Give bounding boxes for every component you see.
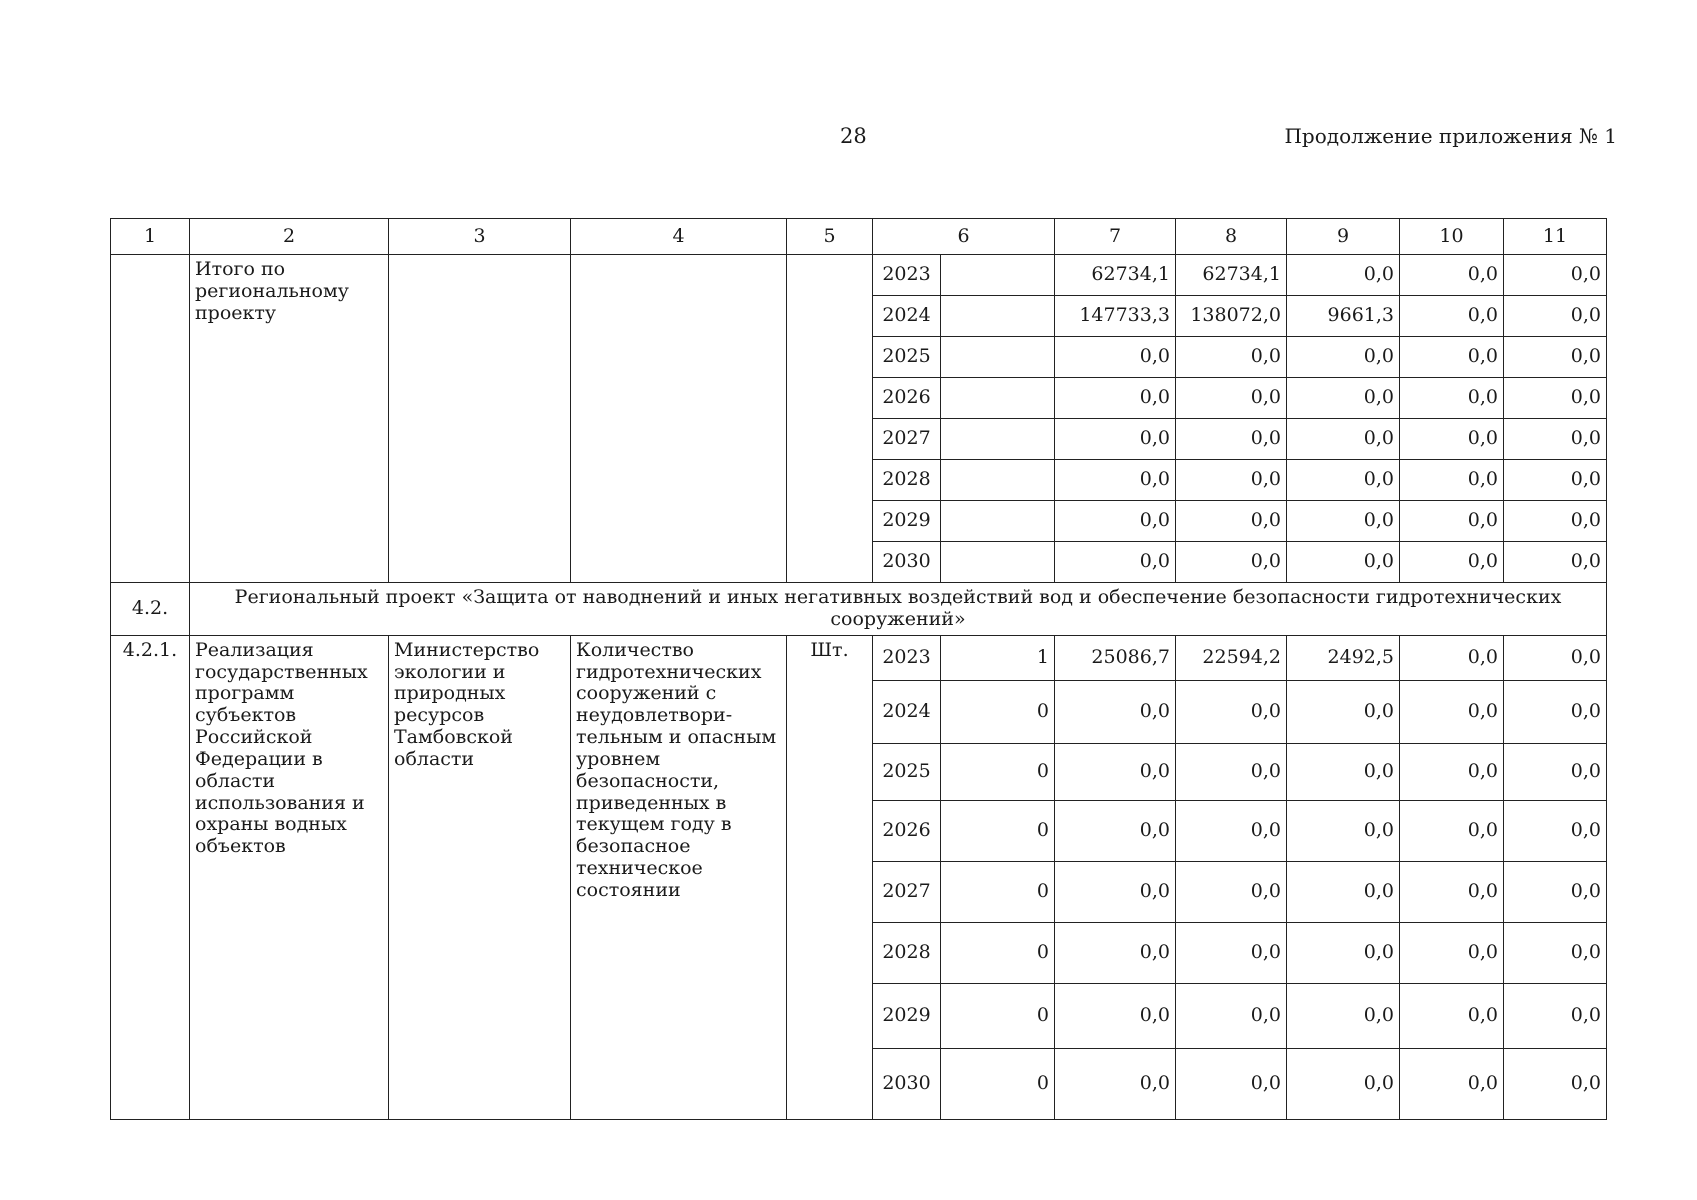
- column-number: 11: [1504, 219, 1607, 255]
- section-number: 4.2.: [111, 583, 190, 636]
- value-cell-c8: 0,0: [1176, 680, 1287, 743]
- year-cell: 2023: [873, 255, 941, 296]
- value-cell-c7: 0,0: [1055, 800, 1176, 861]
- indicator-value-cell: [941, 419, 1055, 460]
- value-cell-c7: 0,0: [1055, 743, 1176, 800]
- value-cell-c11: 0,0: [1504, 296, 1607, 337]
- value-cell-c9: 0,0: [1287, 1048, 1400, 1119]
- value-cell-c9: 0,0: [1287, 922, 1400, 983]
- value-cell-c7: 0,0: [1055, 419, 1176, 460]
- total-unit-cell: [787, 255, 873, 583]
- value-cell-c9: 0,0: [1287, 255, 1400, 296]
- year-cell: 2024: [873, 296, 941, 337]
- value-cell-c9: 9661,3: [1287, 296, 1400, 337]
- value-cell-c8: 0,0: [1176, 861, 1287, 922]
- section-title: Региональный проект «Защита от наводнений и иных негативных воздействий вод и обеспечение безопасности гидротехнических сооружений»: [190, 583, 1607, 636]
- value-cell-c11: 0,0: [1504, 983, 1607, 1048]
- indicator-value-cell: [941, 255, 1055, 296]
- value-cell-c11: 0,0: [1504, 743, 1607, 800]
- value-cell-c10: 0,0: [1400, 460, 1504, 501]
- value-cell-c11: 0,0: [1504, 800, 1607, 861]
- value-cell-c11: 0,0: [1504, 419, 1607, 460]
- value-cell-c11: 0,0: [1504, 337, 1607, 378]
- year-cell: 2025: [873, 743, 941, 800]
- year-cell: 2030: [873, 1048, 941, 1119]
- value-cell-c7: 0,0: [1055, 922, 1176, 983]
- value-cell-c8: 0,0: [1176, 501, 1287, 542]
- column-number-row: [111, 219, 1607, 255]
- value-cell-c7: 0,0: [1055, 680, 1176, 743]
- value-cell-c7: 62734,1: [1055, 255, 1176, 296]
- item-indicator: Количество гидротехнических сооружений с неудовлетвори-тельным и опасным уровнем безопасности, приведенных в текущем году в безопасное техническое состоянии: [571, 635, 787, 1119]
- value-cell-c10: 0,0: [1400, 800, 1504, 861]
- value-cell-c8: 22594,2: [1176, 635, 1287, 680]
- value-cell-c9: 0,0: [1287, 501, 1400, 542]
- value-cell-c8: 0,0: [1176, 800, 1287, 861]
- value-cell-c9: 0,0: [1287, 337, 1400, 378]
- year-cell: 2023: [873, 635, 941, 680]
- value-cell-c8: 0,0: [1176, 337, 1287, 378]
- value-cell-c11: 0,0: [1504, 635, 1607, 680]
- value-cell-c9: 0,0: [1287, 378, 1400, 419]
- value-cell-c7: 25086,7: [1055, 635, 1176, 680]
- value-cell-c9: 0,0: [1287, 680, 1400, 743]
- value-cell-c9: 0,0: [1287, 419, 1400, 460]
- item-unit: Шт.: [787, 635, 873, 1119]
- year-cell: 2028: [873, 922, 941, 983]
- item-executor: Министерство экологии и природных ресурсов Тамбовской области: [389, 635, 571, 1119]
- value-cell-c8: 0,0: [1176, 983, 1287, 1048]
- total-number-cell: [111, 255, 190, 583]
- value-cell-c8: 0,0: [1176, 1048, 1287, 1119]
- column-number: 9: [1287, 219, 1400, 255]
- value-cell-c7: 0,0: [1055, 378, 1176, 419]
- value-cell-c10: 0,0: [1400, 419, 1504, 460]
- value-cell-c6: 0: [941, 861, 1055, 922]
- indicator-value-cell: [941, 296, 1055, 337]
- item-name: Реализация государственных программ субъектов Российской Федерации в области использования и охраны водных объектов: [190, 635, 389, 1119]
- value-cell-c11: 0,0: [1504, 861, 1607, 922]
- value-cell-c10: 0,0: [1400, 501, 1504, 542]
- indicator-value-cell: [941, 501, 1055, 542]
- value-cell-c11: 0,0: [1504, 680, 1607, 743]
- value-cell-c6: 0: [941, 680, 1055, 743]
- value-cell-c11: 0,0: [1504, 1048, 1607, 1119]
- column-number: 10: [1400, 219, 1504, 255]
- year-cell: 2026: [873, 378, 941, 419]
- value-cell-c10: 0,0: [1400, 922, 1504, 983]
- value-cell-c8: 0,0: [1176, 743, 1287, 800]
- value-cell-c7: 0,0: [1055, 542, 1176, 583]
- value-cell-c8: 0,0: [1176, 378, 1287, 419]
- section-row: [111, 583, 1607, 636]
- value-cell-c11: 0,0: [1504, 378, 1607, 419]
- total-indicator-cell: [571, 255, 787, 583]
- total-row: [111, 255, 1607, 296]
- value-cell-c11: 0,0: [1504, 460, 1607, 501]
- year-cell: 2029: [873, 501, 941, 542]
- value-cell-c11: 0,0: [1504, 255, 1607, 296]
- column-number: 5: [787, 219, 873, 255]
- appendix-continuation-note: Продолжение приложения № 1: [1284, 124, 1617, 148]
- indicator-value-cell: [941, 378, 1055, 419]
- column-number: 8: [1176, 219, 1287, 255]
- value-cell-c6: 0: [941, 1048, 1055, 1119]
- column-number: 6: [873, 219, 1055, 255]
- value-cell-c10: 0,0: [1400, 635, 1504, 680]
- value-cell-c10: 0,0: [1400, 296, 1504, 337]
- value-cell-c7: 147733,3: [1055, 296, 1176, 337]
- year-cell: 2026: [873, 800, 941, 861]
- value-cell-c11: 0,0: [1504, 501, 1607, 542]
- year-cell: 2030: [873, 542, 941, 583]
- value-cell-c10: 0,0: [1400, 743, 1504, 800]
- value-cell-c7: 0,0: [1055, 983, 1176, 1048]
- value-cell-c9: 0,0: [1287, 460, 1400, 501]
- page-number: 28: [840, 124, 867, 148]
- year-cell: 2029: [873, 983, 941, 1048]
- year-cell: 2028: [873, 460, 941, 501]
- column-number: 7: [1055, 219, 1176, 255]
- value-cell-c7: 0,0: [1055, 861, 1176, 922]
- column-number: 4: [571, 219, 787, 255]
- value-cell-c10: 0,0: [1400, 1048, 1504, 1119]
- item-number: 4.2.1.: [111, 635, 190, 1119]
- column-number: 2: [190, 219, 389, 255]
- value-cell-c11: 0,0: [1504, 922, 1607, 983]
- value-cell-c6: 1: [941, 635, 1055, 680]
- total-label: Итого по региональному проекту: [190, 255, 389, 583]
- year-cell: 2024: [873, 680, 941, 743]
- year-cell: 2025: [873, 337, 941, 378]
- value-cell-c9: 2492,5: [1287, 635, 1400, 680]
- value-cell-c9: 0,0: [1287, 542, 1400, 583]
- value-cell-c7: 0,0: [1055, 501, 1176, 542]
- indicator-value-cell: [941, 542, 1055, 583]
- year-cell: 2027: [873, 419, 941, 460]
- value-cell-c6: 0: [941, 800, 1055, 861]
- value-cell-c10: 0,0: [1400, 861, 1504, 922]
- value-cell-c8: 62734,1: [1176, 255, 1287, 296]
- value-cell-c10: 0,0: [1400, 542, 1504, 583]
- value-cell-c10: 0,0: [1400, 255, 1504, 296]
- year-cell: 2027: [873, 861, 941, 922]
- value-cell-c8: 0,0: [1176, 460, 1287, 501]
- value-cell-c9: 0,0: [1287, 861, 1400, 922]
- value-cell-c6: 0: [941, 743, 1055, 800]
- indicator-value-cell: [941, 460, 1055, 501]
- value-cell-c9: 0,0: [1287, 743, 1400, 800]
- value-cell-c8: 138072,0: [1176, 296, 1287, 337]
- value-cell-c10: 0,0: [1400, 378, 1504, 419]
- value-cell-c8: 0,0: [1176, 922, 1287, 983]
- value-cell-c8: 0,0: [1176, 419, 1287, 460]
- value-cell-c6: 0: [941, 922, 1055, 983]
- total-executor-cell: [389, 255, 571, 583]
- value-cell-c9: 0,0: [1287, 983, 1400, 1048]
- budget-table: [110, 218, 1607, 1120]
- value-cell-c7: 0,0: [1055, 460, 1176, 501]
- item-row: [111, 635, 1607, 680]
- column-number: 3: [389, 219, 571, 255]
- indicator-value-cell: [941, 337, 1055, 378]
- value-cell-c10: 0,0: [1400, 337, 1504, 378]
- column-number: 1: [111, 219, 190, 255]
- value-cell-c11: 0,0: [1504, 542, 1607, 583]
- value-cell-c7: 0,0: [1055, 337, 1176, 378]
- value-cell-c7: 0,0: [1055, 1048, 1176, 1119]
- value-cell-c10: 0,0: [1400, 983, 1504, 1048]
- value-cell-c8: 0,0: [1176, 542, 1287, 583]
- value-cell-c10: 0,0: [1400, 680, 1504, 743]
- value-cell-c9: 0,0: [1287, 800, 1400, 861]
- value-cell-c6: 0: [941, 983, 1055, 1048]
